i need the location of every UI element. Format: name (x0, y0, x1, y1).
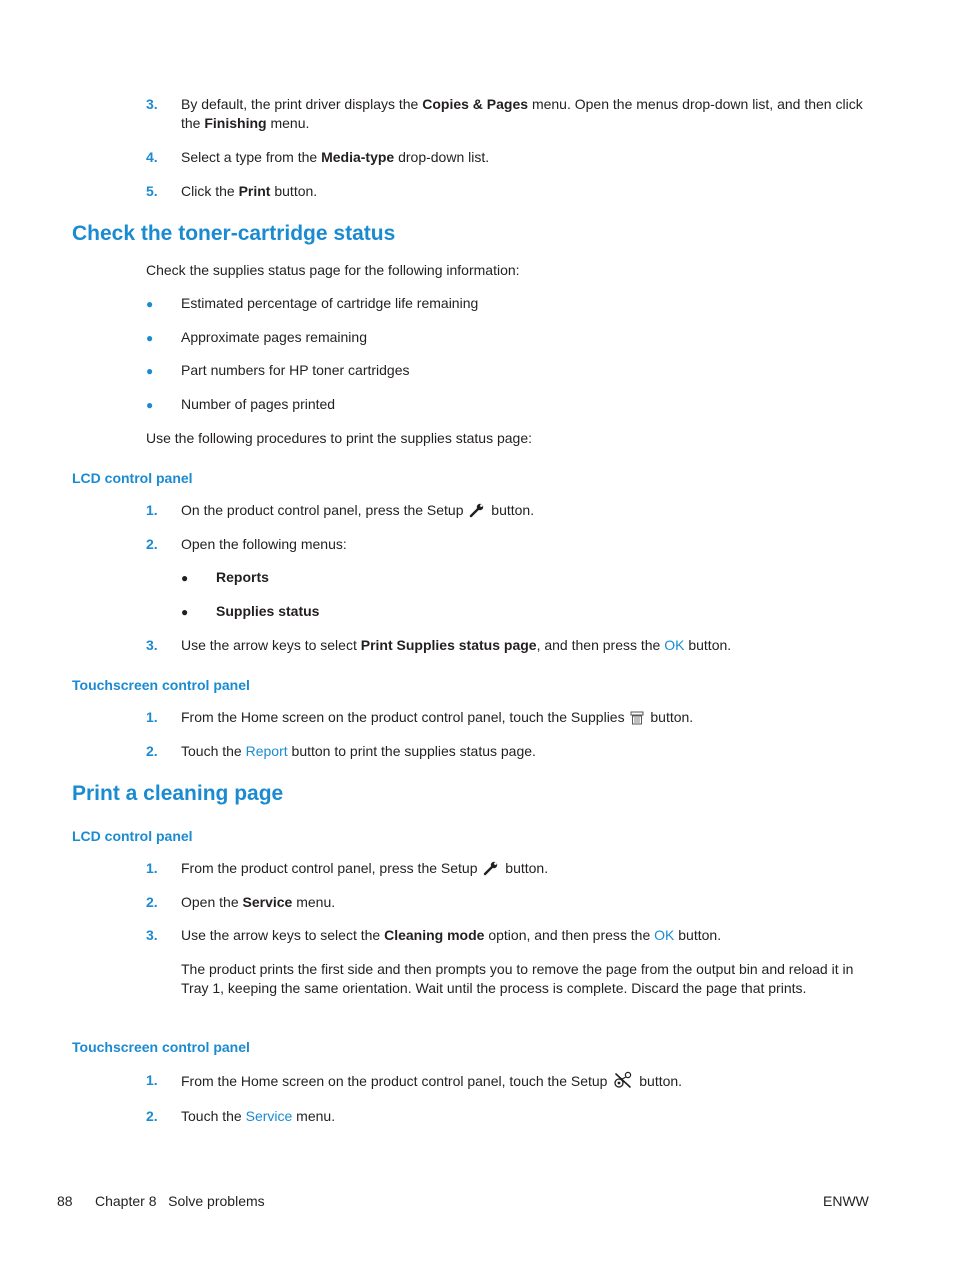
list-item: Number of pages printed (181, 396, 336, 412)
ok-button-ref: OK (654, 927, 675, 943)
step-number: 2. (146, 536, 158, 552)
subsection-heading: LCD control panel (72, 828, 193, 844)
subsection-heading: LCD control panel (72, 470, 193, 486)
section-title: Check the toner-cartridge status (72, 222, 396, 245)
setup-icon (613, 1071, 633, 1094)
step-number: 4. (146, 149, 158, 165)
bullet-dot: ● (146, 398, 154, 412)
service-menu-ref: Service (245, 1108, 293, 1124)
step-text: From the Home screen on the product control panel, touch the Setup button. (181, 1071, 881, 1094)
step-text: Touch the Report button to print the supplies status page. (181, 743, 536, 759)
step-text: Use the arrow keys to select Print Supplies status page, and then press the OK button. (181, 637, 732, 653)
step-number: 2. (146, 1108, 158, 1124)
step-number: 5. (146, 183, 158, 199)
step-text: Open the following menus: (181, 536, 347, 552)
list-item: Estimated percentage of cartridge life remaining (181, 295, 479, 311)
sub-list-item: Supplies status (216, 603, 320, 619)
wrench-icon (483, 861, 499, 881)
list-item: Approximate pages remaining (181, 329, 367, 345)
step-number: 2. (146, 743, 158, 759)
step-text: From the product control panel, press the Setup button. (181, 859, 881, 881)
step-text: On the product control panel, press the Setup button. (181, 501, 881, 523)
section-outro: Use the following procedures to print the supplies status page: (146, 430, 533, 446)
section-intro: Check the supplies status page for the following information: (146, 262, 520, 278)
step-text: Open the Service menu. (181, 894, 336, 910)
page-number: 88 (57, 1193, 73, 1209)
step-text: Use the arrow keys to select the Cleaning mode option, and then press the OK button. (181, 927, 722, 943)
subsection-heading: Touchscreen control panel (72, 677, 250, 693)
subsection-heading: Touchscreen control panel (72, 1039, 250, 1055)
step-number: 3. (146, 927, 158, 943)
report-button-ref: Report (245, 743, 288, 759)
step-text: From the Home screen on the product control panel, touch the Supplies button. (181, 708, 881, 730)
step-number: 3. (146, 96, 158, 112)
bullet-dot: ● (181, 571, 189, 585)
chapter-title: Chapter 8 Solve problems (95, 1193, 265, 1209)
section-title: Print a cleaning page (72, 782, 284, 805)
step-text: Select a type from the Media-type drop-down list. (181, 149, 490, 165)
step-text: Touch the Service menu. (181, 1108, 336, 1124)
step-number: 1. (146, 502, 158, 518)
ok-button-ref: OK (664, 637, 685, 653)
bullet-dot: ● (146, 364, 154, 378)
step-number: 1. (146, 860, 158, 876)
bullet-dot: ● (181, 605, 189, 619)
bullet-dot: ● (146, 331, 154, 345)
step-text: Click the Print button. (181, 183, 318, 199)
step-number: 2. (146, 894, 158, 910)
footer-right: ENWW (823, 1193, 869, 1209)
step-number: 3. (146, 637, 158, 653)
bullet-dot: ● (146, 297, 154, 311)
supplies-icon (630, 711, 644, 730)
sub-list-item: Reports (216, 569, 269, 585)
step-note: The product prints the first side and then prompts you to remove the page from the output bin and reload it in Tray 1, keeping the same orientation. Wait until the process is complete. Discard the page that prints. (181, 961, 854, 996)
step-number: 1. (146, 709, 158, 725)
wrench-icon (469, 503, 485, 523)
step-text: By default, the print driver displays the Copies & Pages menu. Open the menus drop-down list, and then click the Finishing menu. (181, 96, 863, 131)
list-item: Part numbers for HP toner cartridges (181, 362, 410, 378)
step-number: 1. (146, 1072, 158, 1088)
